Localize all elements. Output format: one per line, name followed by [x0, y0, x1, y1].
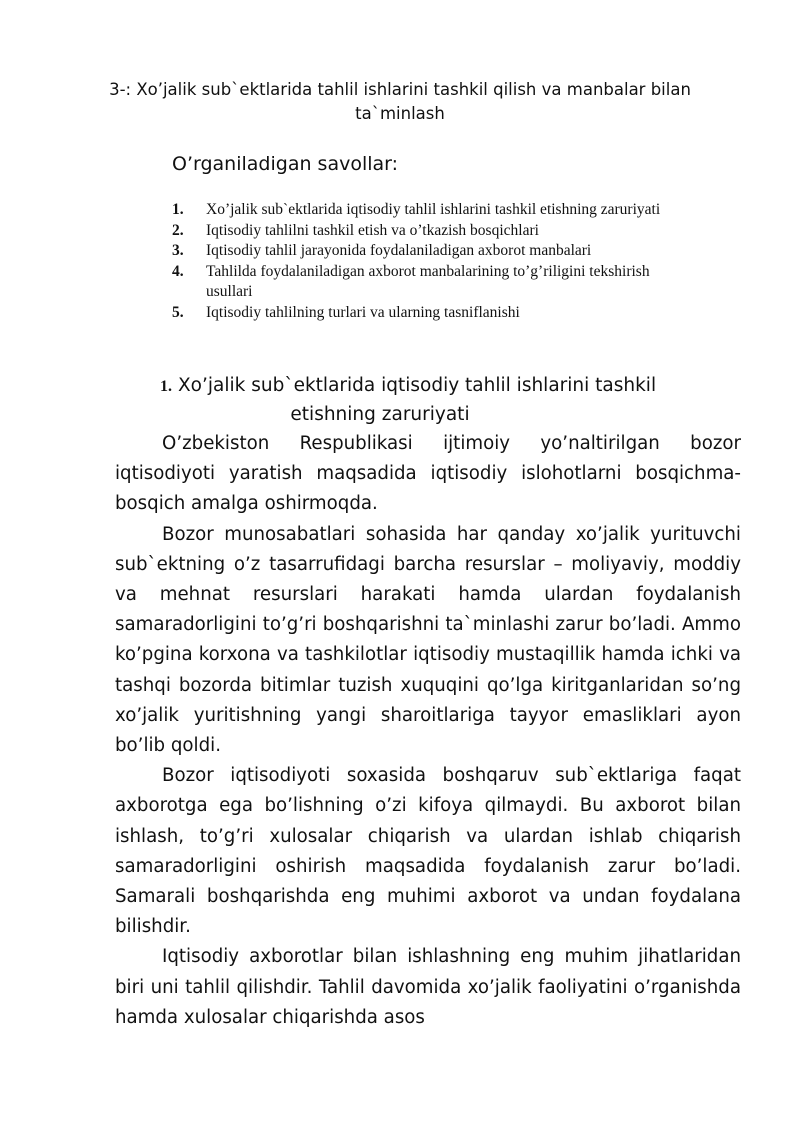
- list-item-text: Iqtisodiy tahlilni tashkil etish va o’tkazish bosqichlari: [206, 221, 539, 239]
- list-item-number: 4.: [172, 262, 184, 280]
- document-title: 3-: Xo’jalik sub`ektlarida tahlil ishlarini tashkil qilish va manbalar bilan ta`minlash: [109, 80, 691, 123]
- list-item: [172, 303, 692, 324]
- section-heading: [160, 372, 750, 429]
- list-item: [172, 200, 692, 221]
- list-item-number: 2.: [172, 221, 184, 239]
- section-number: 1.: [160, 378, 172, 395]
- section-title-line2: etishning zaruriyati: [290, 404, 470, 425]
- questions-heading: O’rganiladigan savollar:: [172, 153, 399, 175]
- paragraph: O’zbekiston Respublikasi ijtimoiy yo’naltirilgan bozor iqtisodiyoti yaratish maqsadida iqtisodiy islohotlarni bosqichma-bosqich amalga oshirmoqda.: [115, 433, 741, 515]
- paragraph: Iqtisodiy axborotlar bilan ishlashning eng muhim jihatlaridan biri uni tahlil qilishdir. Tahlil davomida xo’jalik faoliyatini o’rganishda hamda xulosalar chiqarishda asos: [115, 946, 741, 1028]
- list-item-text: Tahlilda foydalaniladigan axborot manbalarining to’g’riligini tekshirish usullari: [206, 262, 650, 300]
- list-item-number: 5.: [172, 303, 184, 321]
- list-item: [172, 221, 692, 242]
- list-item-text: Iqtisodiy tahlil jarayonida foydalaniladigan axborot manbalari: [206, 242, 592, 259]
- list-item: [172, 241, 692, 262]
- list-item-number: 1.: [172, 201, 184, 218]
- list-item-text: Iqtisodiy tahlilning turlari va ularning tasniflanishi: [206, 303, 520, 321]
- paragraph: Bozor iqtisodiyoti soxasida boshqaruv sub`ektlariga faqat axborotga ega bo’lishning o’zi kifoya qilmaydi. Bu axborot bilan ishlash, to’g’ri xulosalar chiqarish va ulardan ishlab chiqarish samaradorligini oshirish maqsadida foydalanish zarur bo’ladi. Samarali boshqarishda eng muhimi axborot va undan foydalana bilishdir.: [115, 765, 741, 938]
- body-text: [115, 429, 741, 1033]
- list-item: [172, 262, 692, 303]
- section-title-line1: Xo’jalik sub`ektlarida iqtisodiy tahlil ishlarini tashkil: [178, 375, 657, 396]
- list-item-text: Xo’jalik sub`ektlarida iqtisodiy tahlil ishlarini tashkil etishning zaruriyati: [206, 201, 661, 218]
- paragraph: Bozor munosabatlari sohasida har qanday xo’jalik yurituvchi sub`ektning o’z tasarrufidagi barcha resurslar – moliyaviy, moddiy va mehnat resurslari harakati hamda ulardan foydalanish samaradorligini to’g’ri boshqarishni ta`minlashi zarur bo’ladi. Ammo ko’pgina korxona va tashkilotlar iqtisodiy mustaqillik hamda ichki va tashqi bozorda bitimlar tuzish xuquqini qo’lga kiritganlaridan so’ng xo’jalik yuritishning yangi sharoitlariga tayyor emasliklari ayon bo’lib qoldi.: [115, 523, 741, 757]
- questions-list: [172, 200, 692, 323]
- list-item-number: 3.: [172, 242, 184, 259]
